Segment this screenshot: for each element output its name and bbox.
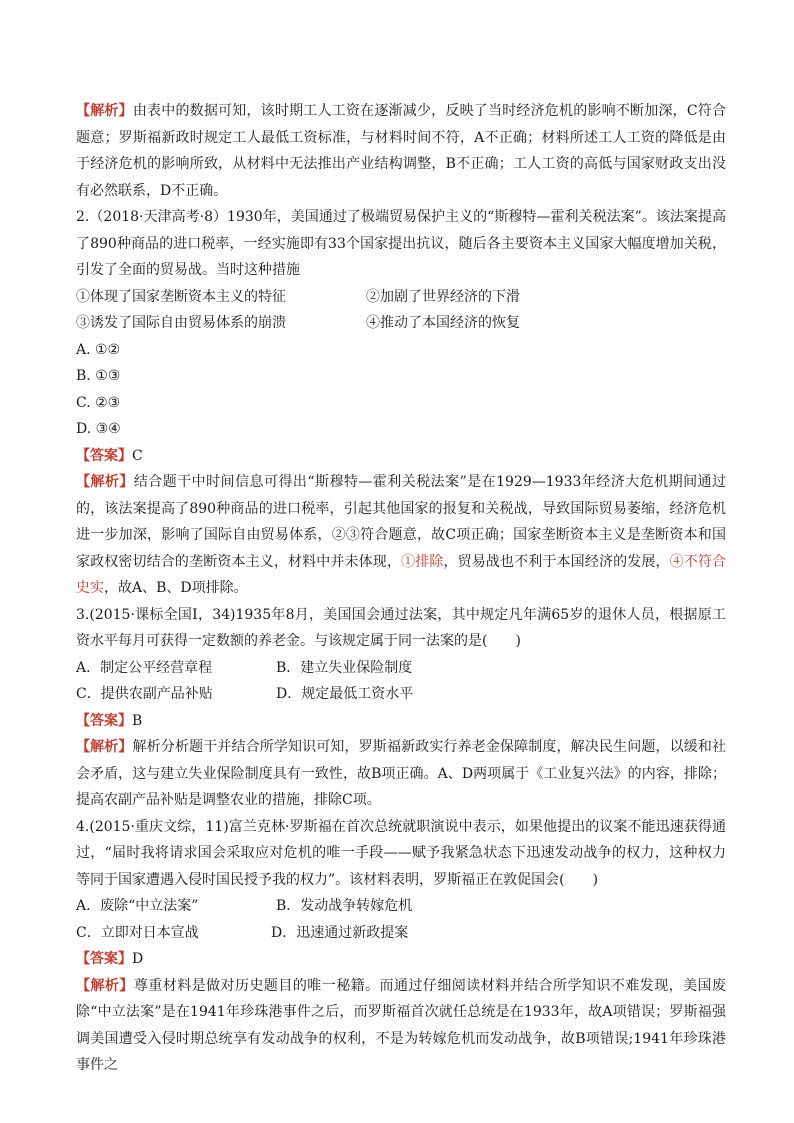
question-2-statements-row-1 (76, 284, 726, 311)
question-4-option-d: D．迅速通过新政提案 (271, 924, 409, 941)
question-3-option-d: D．规定最低工资水平 (276, 686, 414, 702)
document-page (76, 98, 726, 1079)
question-2-stem: 2.（2018·天津高考·8）1930年，美国通过了极端贸易保护主义的“斯穆特—霍利关税法案”。该法案提高了890种商品的进口税率，一经实施即有33个国家提出抗议，随后各主要资本主义国家大幅度增加关税，引发了全面的贸易战。当时这种措施 (76, 209, 726, 278)
answer-value: C (132, 447, 143, 464)
question-2-statements-row-2 (76, 310, 726, 337)
question-3-stem: 3.(2015·课标全国Ⅰ，34)1935年8月，美国国会通过法案，其中规定凡年满65岁的退休人员，根据原工资水平每月可获得一定数额的养老金。与该规定属于同一法案的是( ) (76, 606, 726, 649)
question-4-answer (76, 946, 726, 973)
question-3-analysis (76, 734, 726, 814)
question-4-analysis (76, 973, 726, 1079)
question-2-option-a: A. ①② (76, 341, 121, 358)
question-3-answer (76, 708, 726, 735)
analysis-highlight-1: ①排除 (401, 553, 444, 570)
statement-4: ④推动了本国经济的恢复 (366, 315, 520, 331)
analysis-tag: 【解析】 (76, 977, 134, 994)
question-4-options-row-1 (76, 893, 726, 920)
analysis-tag: 【解析】 (76, 739, 133, 755)
analysis-text: 由表中的数据可知，该时期工人工资在逐渐减少，反映了当时经济危机的影响不断加深，C符合题意；罗斯福新政时规定工人最低工资标准，与材料时间不符，A不正确；材料所述工人工资的降低是由于经济危机的影响所致，从材料中无法推出产业结构调整，B不正确；工人工资的高低与国家财政支出没有必然联系，D不正确。 (76, 103, 726, 199)
answer-value: D (132, 951, 144, 967)
question-4-option-c: C．立即对日本宣战 (76, 924, 199, 941)
answer-tag: 【答案】 (76, 447, 132, 464)
question-3-option-b: B．建立失业保险制度 (276, 659, 413, 676)
question-3-options-row-2 (76, 681, 726, 708)
answer-tag: 【答案】 (76, 712, 132, 729)
analysis-text: 尊重材料是做对历史题目的唯一秘籍。而通过仔细阅读材料并结合所学知识不难发现，美国废除“中立法案”是在1941年珍珠港事件之后，而罗斯福首次就任总统是在1933年，故A项错误；罗斯福强调美国遭受入侵时期总统享有发动战争的权利，不是为转嫁危机而发动战争，故B项错误;1941年珍珠港事件之 (76, 977, 727, 1073)
analysis-text-3: ，故A、B、D项排除。 (104, 580, 248, 596)
statement-3: ③诱发了国际自由贸易体系的崩溃 (76, 315, 286, 331)
question-4-stem: 4.(2015·重庆文综，11)富兰克林·罗斯福在首次总统就职演说中表示，如果他提出的议案不能迅速获得通过，“届时我将请求国会采取应对危机的唯一手段——赋予我紧急状态下迅速发动战争的权力，这种权力等同于国家遭遇入侵时国民授予我的权力”。该材料表明，罗斯福正在敦促国会( ) (76, 818, 726, 888)
analysis-paragraph-1 (76, 98, 726, 204)
question-3-option-a: A．制定公平经营章程 (76, 659, 213, 676)
question-4-option-b: B．发动战争转嫁危机 (276, 898, 413, 914)
analysis-tag: 【解析】 (76, 103, 133, 119)
question-3-options-row-1 (76, 655, 726, 682)
analysis-tag: 【解析】 (76, 474, 134, 490)
answer-tag: 【答案】 (76, 951, 132, 967)
answer-value: B (132, 712, 143, 729)
question-3-option-c: C．提供农副产品补贴 (76, 686, 213, 702)
analysis-text: 解析分析题干并结合所学知识可知，罗斯福新政实行养老金保障制度，解决民生问题，以缓和社会矛盾，这与建立失业保险制度具有一致性，故B项正确。A、D两项属于《工业复兴法》的内容，排除；提高农副产品补贴是调整农业的措施，排除C项。 (76, 739, 727, 808)
question-2-option-b: B. ①③ (76, 368, 121, 384)
question-2-answer (76, 443, 726, 470)
statement-1: ①体现了国家垄断资本主义的特征 (76, 288, 286, 305)
analysis-highlight-2: ④不符合史实 (76, 553, 727, 596)
analysis-text-2: ，贸易战也不利于本国经济的发展， (443, 553, 670, 570)
question-4-option-a: A．废除“中立法案” (76, 898, 199, 914)
question-2-analysis (76, 469, 726, 602)
analysis-text-1: 结合题干中时间信息可得出“斯穆特—霍利关税法案”是在1929—1933年经济大危机期间通过的，该法案提高了890种商品的进口税率，引起其他国家的报复和关税战，导致国际贸易萎缩，经济危机进一步加深，影响了国际自由贸易体系，②③符合题意，故C项正确；国家垄断资本主义是垄断资本和国家政权密切结合的垄断资本主义，材料中并未体现， (76, 474, 726, 570)
statement-2: ②加剧了世界经济的下滑 (366, 288, 520, 305)
question-2-option-c: C. ②③ (76, 394, 121, 411)
question-4-options-row-2 (76, 920, 726, 947)
question-2-option-d: D. ③④ (76, 421, 121, 437)
